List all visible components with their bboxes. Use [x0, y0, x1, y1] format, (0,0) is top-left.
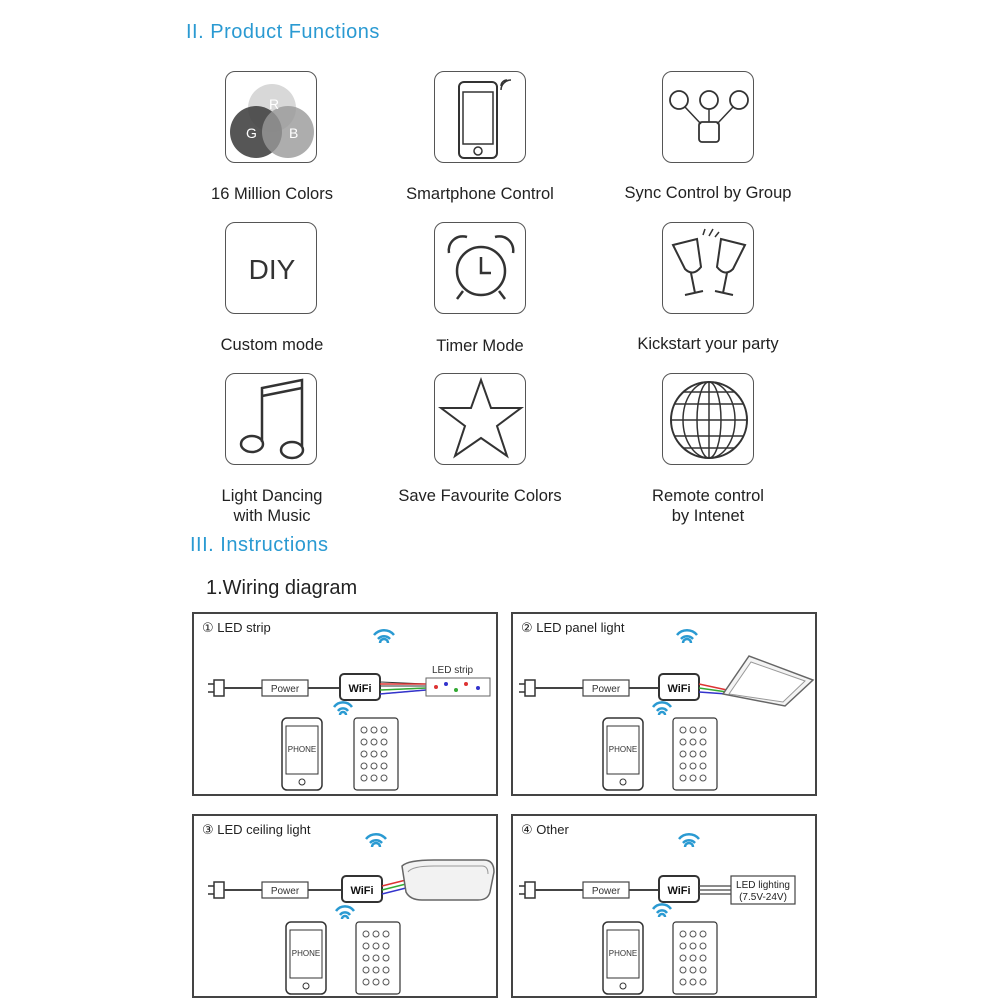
alarm-clock-icon	[434, 222, 526, 314]
smartphone-icon	[434, 71, 526, 163]
group-network-icon	[662, 71, 754, 163]
wifi-controller-label: WiFi	[348, 683, 372, 695]
feature-label-colors: 16 Million Colors	[211, 185, 333, 203]
wifi-controller-label: WiFi	[350, 885, 374, 897]
diagram-led-strip	[192, 612, 498, 796]
rgb-circles-icon	[225, 71, 317, 163]
instructions-title: III. Instructions	[190, 534, 329, 556]
diagram-label: ④ Other	[521, 822, 569, 837]
product-functions-title: II. Product Functions	[186, 21, 380, 43]
power-label: Power	[270, 886, 300, 897]
phone-label: PHONE	[291, 949, 321, 958]
feature-label-sync: Sync Control by Group	[624, 184, 792, 202]
diagram-other	[511, 814, 817, 998]
wifi-controller-label: WiFi	[667, 683, 691, 695]
diagram-label: ② LED panel light	[521, 620, 625, 635]
feature-label-favourite: Save Favourite Colors	[398, 487, 562, 505]
feature-label-smartphone: Smartphone Control	[406, 185, 554, 203]
diy-icon	[225, 222, 317, 314]
phone-label: PHONE	[608, 949, 638, 958]
wiring-diagram-title: 1.Wiring diagram	[206, 577, 358, 599]
diy-text: DIY	[248, 254, 296, 285]
phone-label: PHONE	[287, 745, 317, 754]
diagram-label: ③ LED ceiling light	[202, 822, 311, 837]
color-letter-r: R	[269, 96, 280, 112]
color-letter-b: B	[289, 125, 299, 141]
feature-label-remote: Remote control by Intenet	[652, 487, 764, 525]
power-label: Power	[270, 684, 300, 695]
star-icon	[434, 373, 526, 465]
feature-label-music: Light Dancing with Music	[221, 487, 323, 525]
feature-label-timer: Timer Mode	[436, 337, 524, 355]
power-label: Power	[591, 684, 621, 695]
wifi-controller-label: WiFi	[667, 885, 691, 897]
cheers-glasses-icon	[662, 222, 754, 314]
target-label-line2: (7.5V-24V)	[739, 892, 787, 903]
target-label-line1: LED lighting	[736, 880, 790, 891]
diagram-led-panel-light	[511, 612, 817, 796]
feature-label-custom: Custom mode	[220, 336, 324, 354]
power-label: Power	[591, 886, 621, 897]
feature-label-party: Kickstart your party	[637, 335, 779, 353]
phone-label: PHONE	[608, 745, 638, 754]
diagram-led-ceiling-light	[192, 814, 498, 998]
target-label: LED strip	[432, 665, 474, 676]
music-notes-icon	[225, 373, 317, 465]
globe-icon	[662, 373, 754, 465]
diagram-label: ① LED strip	[202, 620, 271, 635]
color-letter-g: G	[246, 125, 257, 141]
